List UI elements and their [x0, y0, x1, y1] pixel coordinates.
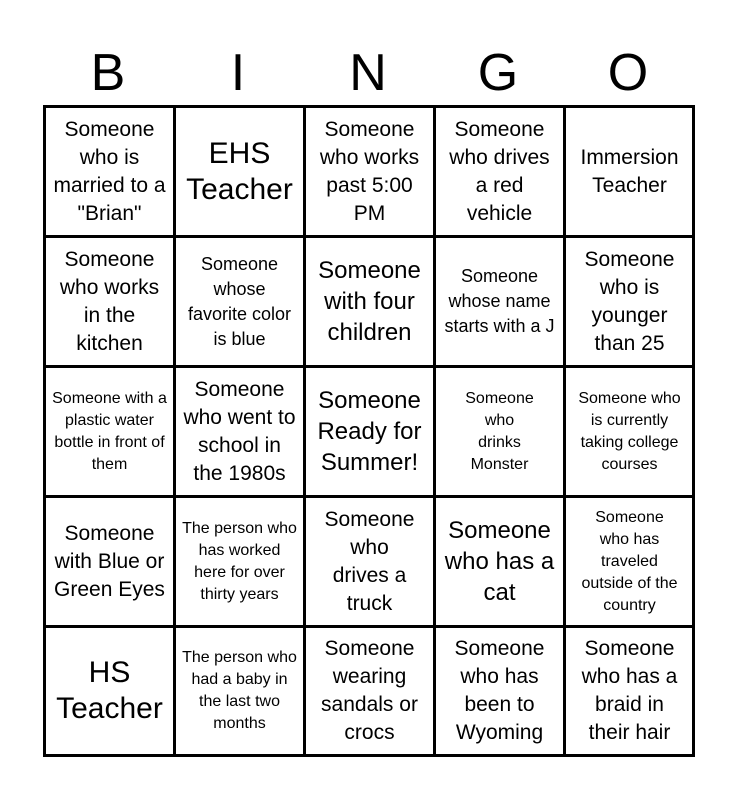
cell-text: EHS Teacher	[186, 136, 293, 206]
bingo-cell[interactable]	[176, 498, 303, 625]
cell-text: Someone who is younger than 25	[584, 247, 675, 355]
cell-text: Immersion Teacher	[580, 145, 679, 197]
bingo-cell[interactable]	[566, 108, 693, 235]
cell-text: Someone who has been to Wyoming	[454, 637, 545, 744]
header-letter-o: O	[607, 44, 649, 102]
cell-text: Someone with four children	[318, 257, 421, 346]
bingo-cell[interactable]	[306, 238, 433, 365]
header-letter-n: N	[349, 44, 387, 102]
bingo-cell[interactable]	[436, 108, 563, 235]
cell-text: Someone with Blue or Green Eyes	[54, 521, 165, 601]
cell-text: Someone who works in the kitchen	[59, 247, 160, 355]
bingo-cell[interactable]	[306, 368, 433, 495]
cell-text: Someone who drives a truck	[324, 507, 415, 615]
cell-text: Someone who works past 5:00 PM	[319, 117, 420, 225]
header-letter-i: I	[230, 44, 246, 102]
cell-text: Someone who went to school in the 1980s	[183, 377, 296, 485]
bingo-cell[interactable]	[566, 628, 693, 754]
cell-text: Someone wearing sandals or crocs	[321, 637, 418, 744]
cell-text: Someone who has traveled outside of the country	[581, 508, 678, 614]
bingo-board	[43, 105, 695, 757]
cell-text: HS Teacher	[56, 656, 163, 725]
bingo-cell[interactable]	[176, 108, 303, 235]
bingo-header	[43, 42, 693, 104]
cell-text: Someone who has a cat	[444, 517, 555, 606]
cell-text: Someone Ready for Summer!	[317, 387, 422, 476]
cell-text: The person who has worked here for over thirty years	[182, 519, 297, 603]
bingo-cell[interactable]	[436, 238, 563, 365]
bingo-cell[interactable]	[436, 498, 563, 625]
cell-text: Someone who has a braid in their hair	[581, 637, 678, 744]
cell-text: Someone whose name starts with a J	[444, 266, 555, 336]
cell-text: The person who had a baby in the last two months	[182, 649, 297, 732]
bingo-cell[interactable]	[566, 238, 693, 365]
bingo-cell[interactable]	[306, 498, 433, 625]
bingo-cell[interactable]	[566, 368, 693, 495]
cell-text: Someone with a plastic water bottle in front of them	[52, 389, 167, 473]
bingo-cell[interactable]	[46, 628, 173, 754]
cell-text: Someone whose favorite color is blue	[187, 253, 292, 349]
bingo-cell[interactable]	[176, 238, 303, 365]
bingo-cell[interactable]	[176, 368, 303, 495]
bingo-cell[interactable]	[436, 628, 563, 754]
bingo-cell[interactable]	[436, 368, 563, 495]
bingo-cell[interactable]	[46, 238, 173, 365]
cell-text: Someone who is currently taking college courses	[578, 389, 681, 473]
bingo-cell[interactable]	[306, 628, 433, 754]
bingo-cell[interactable]	[46, 108, 173, 235]
cell-text: Someone who drives a red vehicle	[449, 117, 550, 225]
bingo-cell[interactable]	[46, 368, 173, 495]
bingo-cell[interactable]	[176, 628, 303, 754]
header-letter-g: G	[477, 44, 519, 102]
bingo-cell[interactable]	[46, 498, 173, 625]
bingo-cell[interactable]	[566, 498, 693, 625]
header-letter-b: B	[90, 44, 126, 102]
bingo-cell[interactable]	[306, 108, 433, 235]
cell-text: Someone who is married to a "Brian"	[53, 117, 166, 225]
cell-text: Someone who drinks Monster	[465, 389, 534, 473]
